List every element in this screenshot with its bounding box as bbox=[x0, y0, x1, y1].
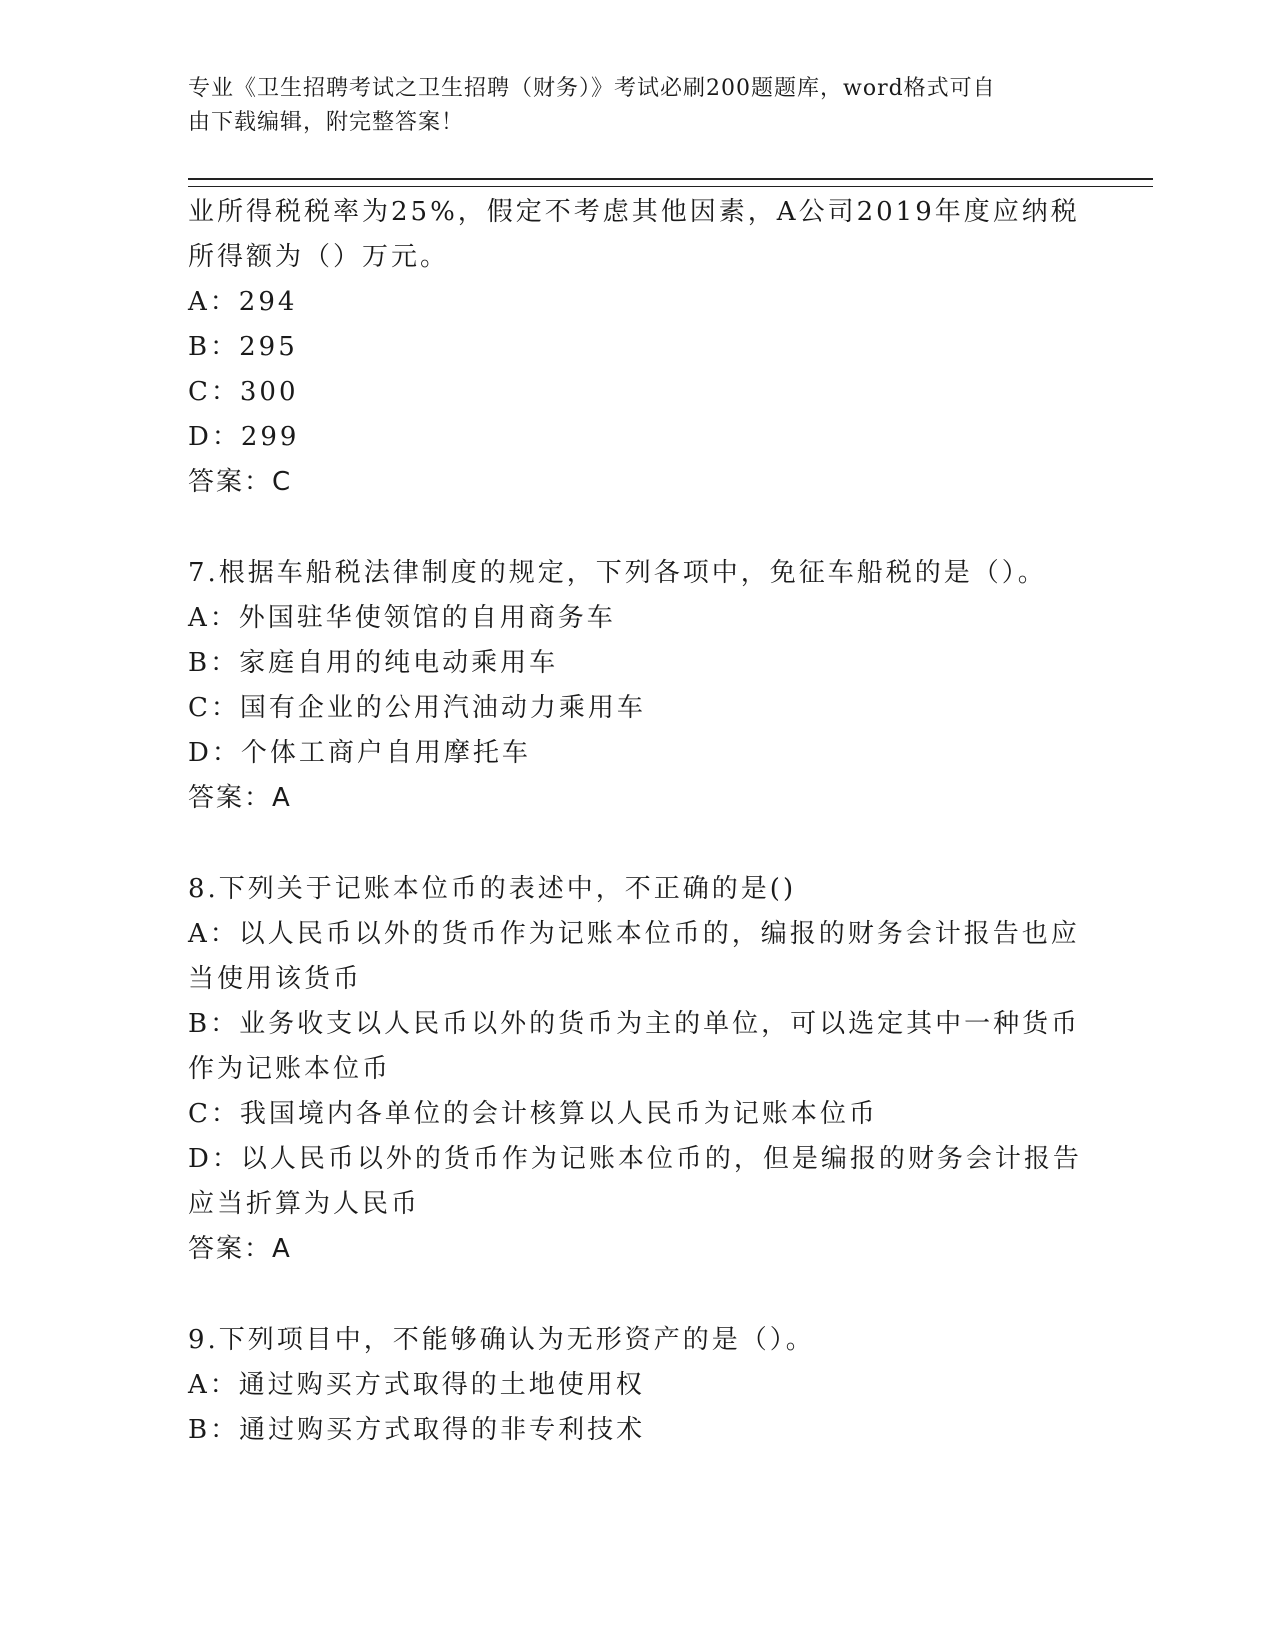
question-stem-line: 所得额为（）万元。 bbox=[188, 242, 450, 272]
header-title-line-2: 由下载编辑，附完整答案！ bbox=[188, 110, 465, 135]
option-c: C：300 bbox=[188, 377, 299, 407]
answer-line: 答案：A bbox=[188, 1234, 292, 1264]
option-c: C：我国境内各单位的会计核算以人民币为记账本位币 bbox=[188, 1099, 878, 1129]
question-stem-line: 业所得税税率为25%，假定不考虑其他因素，A公司2019年度应纳税 bbox=[188, 197, 1080, 227]
question-9 bbox=[188, 1318, 1068, 1453]
option-d: D：个体工商户自用摩托车 bbox=[188, 738, 531, 768]
answer-line: 答案：A bbox=[188, 783, 292, 813]
option-d-continued: 应当折算为人民币 bbox=[188, 1189, 421, 1219]
question-8 bbox=[188, 867, 1082, 1272]
option-a: A：通过购买方式取得的土地使用权 bbox=[188, 1370, 645, 1400]
option-b: B：业务收支以人民币以外的货币为主的单位，可以选定其中一种货币 bbox=[188, 1009, 1081, 1039]
option-a: A：294 bbox=[188, 287, 298, 317]
header-title-line-1: 专业《卫生招聘考试之卫生招聘（财务）》考试必刷200题题库，word格式可自 bbox=[188, 76, 996, 101]
document-header bbox=[188, 72, 1068, 140]
option-b: B：家庭自用的纯电动乘用车 bbox=[188, 648, 559, 678]
option-b-continued: 作为记账本位币 bbox=[188, 1054, 392, 1084]
question-7 bbox=[188, 551, 1068, 821]
answer-line: 答案：C bbox=[188, 467, 293, 497]
question-stem: 9.下列项目中，不能够确认为无形资产的是（）。 bbox=[188, 1325, 815, 1355]
option-d: D：299 bbox=[188, 422, 300, 452]
option-a: A：外国驻华使领馆的自用商务车 bbox=[188, 603, 616, 633]
question-6 bbox=[188, 190, 1080, 505]
header-divider bbox=[188, 178, 1153, 187]
question-stem: 8.下列关于记账本位币的表述中，不正确的是() bbox=[188, 874, 797, 904]
option-b: B：295 bbox=[188, 332, 298, 362]
option-a: A：以人民币以外的货币作为记账本位币的，编报的财务会计报告也应 bbox=[188, 919, 1080, 949]
question-stem: 7.根据车船税法律制度的规定，下列各项中，免征车船税的是（）。 bbox=[188, 558, 1047, 588]
document-body bbox=[188, 190, 1082, 1453]
option-a-continued: 当使用该货币 bbox=[188, 964, 363, 994]
option-b: B：通过购买方式取得的非专利技术 bbox=[188, 1415, 646, 1445]
option-c: C：国有企业的公用汽油动力乘用车 bbox=[188, 693, 646, 723]
option-d: D：以人民币以外的货币作为记账本位币的，但是编报的财务会计报告 bbox=[188, 1144, 1082, 1174]
